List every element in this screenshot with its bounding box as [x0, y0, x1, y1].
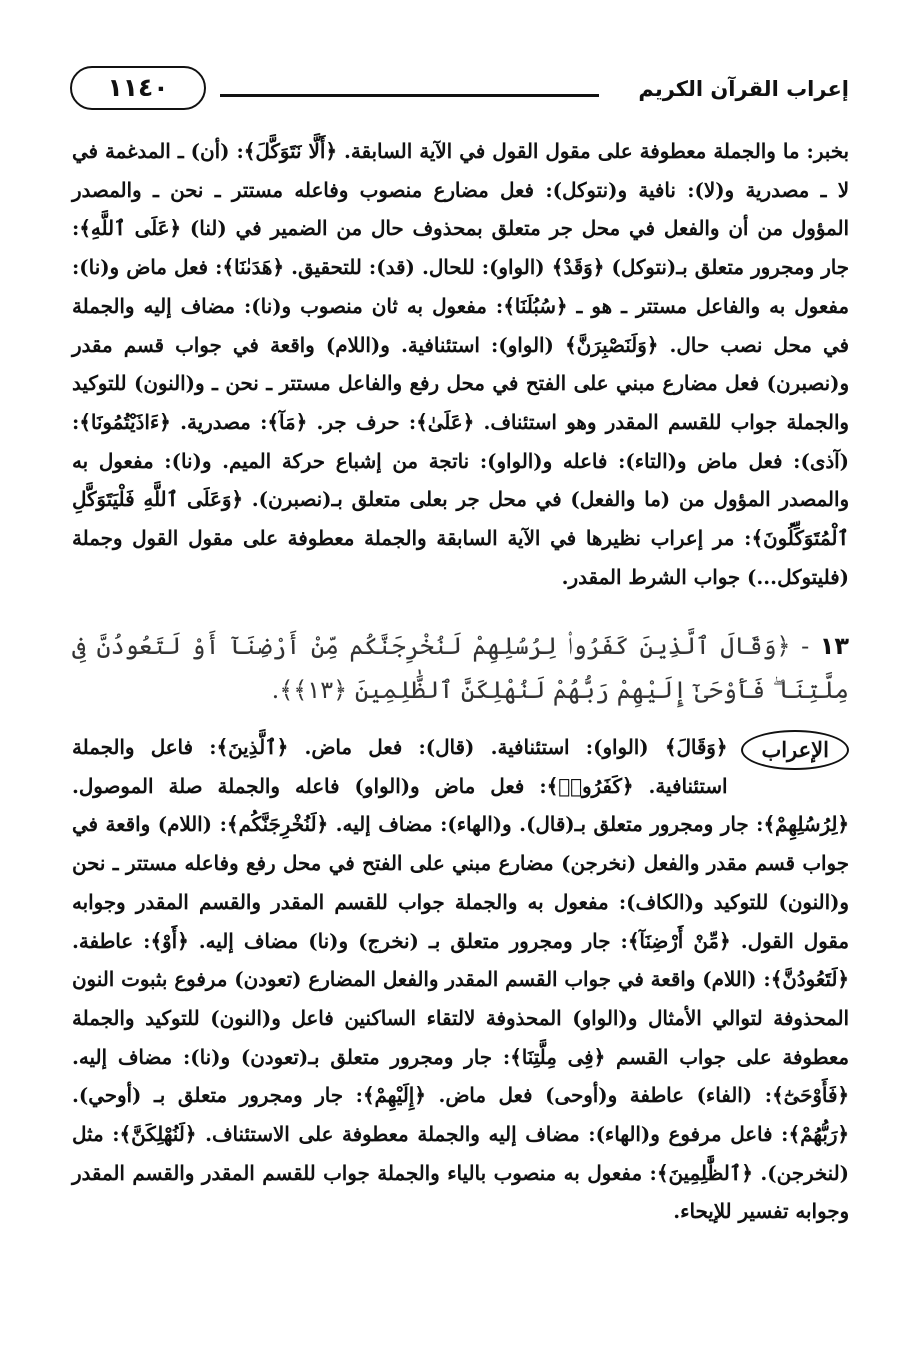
irab-section — [72, 728, 849, 1231]
verse-text: ﴿وَقَالَ ٱلَّذِينَ كَفَرُوا۟ لِرُسُلِهِمْ لَنُخْرِجَنَّكُم مِّنْ أَرْضِنَآ أَوْ لَتَعُودُنَّ فِى مِلَّتِنَا ۖ فَأَوْحَىٰٓ إِلَيْهِمْ رَبُّهُمْ لَنُهْلِكَنَّ ٱلظَّٰلِمِينَ ﴿١٣﴾﴾. — [72, 632, 849, 704]
irab-paragraph: ﴿وَقَالَ﴾ (الواو): استئنافية. (قال): فعل ماض. ﴿ٱلَّذِينَ﴾: فاعل والجملة استئنافية. ﴿كَفَرُوا۟﴾: فعل ماض و(الواو) فاعله والجملة صلة الموصول. ﴿لِرُسُلِهِمْ﴾: جار ومجرور متعلق بـ(قال). و(الهاء): مضاف إليه. ﴿لَنُخْرِجَنَّكُم﴾: (اللام) واقعة في جواب قسم مقدر والفعل (نخرجن) مضارع مبني على الفتح في محل رفع وفاعله مستتر ـ نحن و(النون) للتوكيد و(الكاف): مفعول به والجملة جواب للقسم المقدر والقسم المقدر وجوابه مقول القول. ﴿مِّنْ أَرْضِنَآ﴾: جار ومجرور متعلق بـ (نخرج) و(نا) مضاف إليه. ﴿أَوْ﴾: عاطفة. ﴿لَتَعُودُنَّ﴾: (اللام) واقعة في جواب القسم المقدر والفعل المضارع (تعودن) مرفوع بثبوت النون المحذوفة لتوالي الأمثال و(الواو) المحذوفة لالتقاء الساكنين فاعل و(النون) للتوكيد والجملة معطوفة على جواب القسم ﴿فِى مِلَّتِنَا﴾: جار ومجرور متعلق بـ(تعودن) و(نا): مضاف إليه. ﴿فَأَوْحَىٰٓ﴾: (الفاء) عاطفة و(أوحى) فعل ماض. ﴿إِلَيْهِمْ﴾: جار ومجرور متعلق بـ (أوحي). ﴿رَبُّهُمْ﴾: فاعل مرفوع و(الهاء): مضاف إليه والجملة معطوفة على الاستئناف. ﴿لَنُهْلِكَنَّ﴾: مثل (لنخرجن). ﴿ٱلظَّٰلِمِينَ﴾: مفعول به منصوب بالياء والجملة جواب للقسم المقدر والقسم المقدر وجوابه تفسير للإيحاء. — [72, 735, 849, 1224]
irab-label: الإعراب — [741, 730, 849, 770]
verse-number: ١٣ — [819, 632, 850, 660]
header-rule — [220, 94, 599, 97]
quran-verse — [72, 624, 849, 712]
page-header — [70, 66, 849, 116]
commentary-paragraph: بخبر: ما والجملة معطوفة على مقول القول في الآية السابقة. ﴿أَلَّا نَتَوَكَّلَ﴾: (أن) ـ المدغمة في لا ـ مصدرية و(لا): نافية و(نتوكل): فعل مضارع منصوب وفاعله مستتر ـ نحن ـ والمصدر المؤول من أن والفعل في محل جر متعلق بمحذوف حال من الضمير في (لنا) ﴿عَلَى ٱللَّهِ﴾: جار ومجرور متعلق بـ(نتوكل) ﴿وَقَدْ﴾ (الواو): للحال. (قد): للتحقيق. ﴿هَدَىٰنَا﴾: فعل ماض و(نا): مفعول به والفاعل مستتر ـ هو ـ ﴿سُبُلَنَا﴾: مفعول به ثان منصوب و(نا): مضاف إليه والجملة في محل نصب حال. ﴿وَلَنَصْبِرَنَّ﴾ (الواو): استئنافية. و(اللام) واقعة في جواب قسم مقدر و(نصبرن) فعل مضارع مبني على الفتح في محل رفع والفاعل مستتر ـ نحن ـ و(النون) للتوكيد والجملة جواب للقسم المقدر وهو استئناف. ﴿عَلَىٰ﴾: حرف جر. ﴿مَآ﴾: مصدرية. ﴿ءَاذَيْتُمُونَا﴾: (آذى): فعل ماض و(التاء): فاعله و(الواو): ناتجة من إشباع حركة الميم. و(نا): مفعول به والمصدر المؤول من (ما والفعل) في محل جر بعلى متعلق بـ(نصبرن). ﴿وَعَلَى ٱللَّهِ فَلْيَتَوَكَّلِ ٱلْمُتَوَكِّلُونَ﴾: مر إعراب نظيرها في الآية السابقة والجملة معطوفة على مقول القول وجملة (فليتوكل...) جواب الشرط المقدر. — [72, 139, 849, 589]
verse-dash: - — [790, 632, 820, 660]
page-number: ١١٤٠ — [70, 66, 206, 110]
book-title: إعراب القرآن الكريم — [638, 77, 849, 101]
